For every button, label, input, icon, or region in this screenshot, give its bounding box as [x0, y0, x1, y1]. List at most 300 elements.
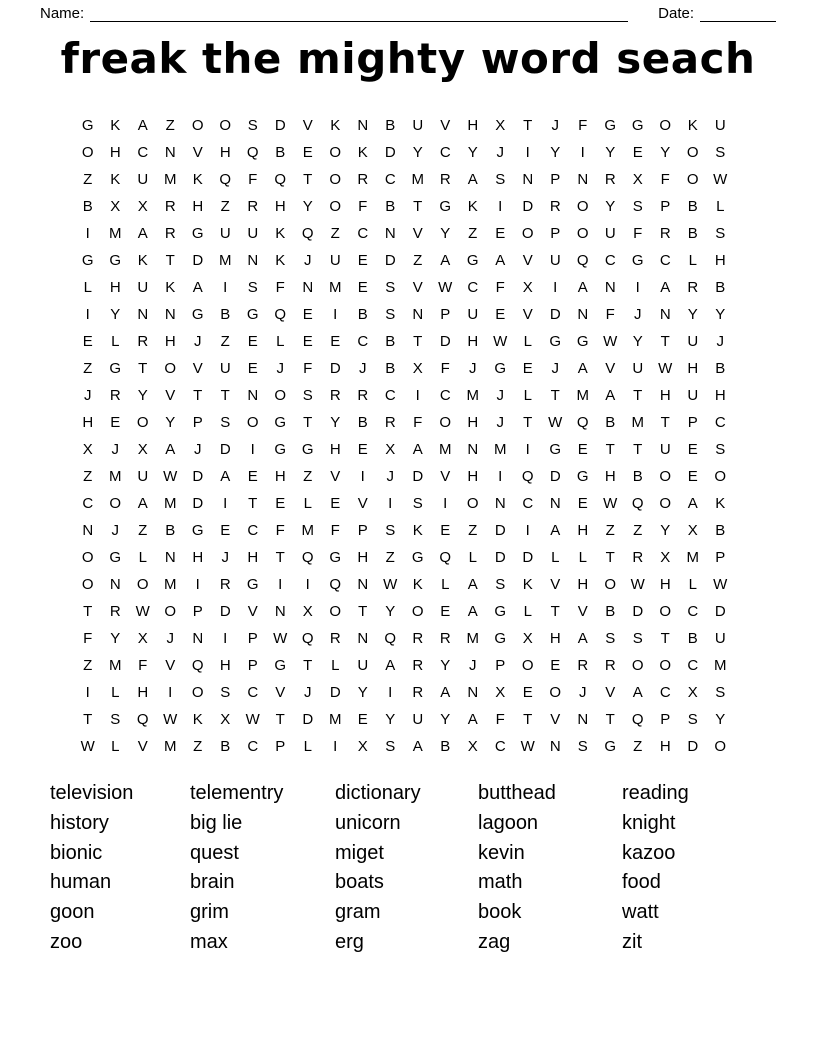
grid-cell-letter: W [245, 711, 260, 728]
grid-cell-letter: A [137, 225, 148, 242]
word-list-column [478, 779, 622, 958]
grid-row [74, 355, 734, 382]
grid-cell-letter: C [687, 603, 699, 620]
grid-row [74, 301, 734, 328]
grid-cell-letter: B [220, 738, 231, 755]
grid-cell-letter: G [246, 306, 259, 323]
grid-cell-letter: L [523, 387, 532, 404]
grid-cell-letter: A [192, 279, 203, 296]
grid-cell-letter: F [413, 414, 423, 431]
grid-cell-letter: V [577, 603, 588, 620]
grid-cell-letter: Y [440, 711, 451, 728]
grid-cell-letter: X [82, 441, 93, 458]
grid-cell-letter: H [109, 144, 121, 161]
grid-cell-letter: T [83, 603, 93, 620]
grid-cell-letter: G [191, 306, 204, 323]
grid-cell-letter: D [219, 603, 231, 620]
grid-cell-letter: H [577, 576, 589, 593]
word-list-column [622, 779, 689, 958]
grid-cell-letter: O [549, 684, 562, 701]
grid-cell-letter: G [576, 333, 589, 350]
grid-cell-letter: V [302, 117, 313, 134]
grid-cell-letter: D [302, 711, 314, 728]
grid-cell-letter: O [81, 549, 94, 566]
grid-cell-letter: Q [301, 630, 314, 647]
grid-cell-letter: I [223, 630, 228, 647]
date-blank-line [700, 6, 776, 22]
grid-cell-letter: D [494, 522, 506, 539]
grid-cell-letter: G [439, 198, 452, 215]
grid-cell-letter: V [275, 684, 286, 701]
grid-cell-letter: V [192, 360, 203, 377]
grid-cell-letter: S [715, 225, 726, 242]
grid-cell-letter: V [605, 360, 616, 377]
grid-cell-letter: D [192, 468, 204, 485]
grid-cell-letter: I [388, 495, 393, 512]
grid-cell-letter: M [219, 252, 232, 269]
grid-cell-letter: F [605, 306, 615, 323]
grid-cell-letter: O [164, 360, 177, 377]
grid-cell-letter: I [498, 468, 503, 485]
grid-cell-letter: K [330, 117, 341, 134]
grid-row [74, 652, 734, 679]
grid-cell-letter: A [467, 171, 478, 188]
grid-cell-letter: O [81, 576, 94, 593]
grid-cell-letter: X [110, 198, 121, 215]
grid-cell-letter: Z [220, 198, 230, 215]
grid-row [74, 112, 734, 139]
word-item: telementry [190, 782, 284, 804]
grid-cell-letter: U [137, 468, 149, 485]
grid-cell-letter: Y [385, 711, 396, 728]
grid-row [74, 571, 734, 598]
grid-cell-letter: F [248, 171, 258, 188]
title-container [0, 34, 816, 83]
grid-cell-letter: B [632, 468, 643, 485]
grid-cell-letter: G [604, 738, 617, 755]
grid-cell-letter: D [329, 684, 341, 701]
grid-cell-letter: T [83, 711, 93, 728]
grid-cell-letter: C [659, 252, 671, 269]
grid-cell-letter: O [631, 657, 644, 674]
grid-cell-letter: N [82, 522, 94, 539]
grid-cell-letter: G [274, 441, 287, 458]
grid-cell-letter: H [82, 414, 94, 431]
grid-cell-letter: H [192, 549, 204, 566]
grid-cell-letter: M [411, 171, 424, 188]
grid-cell-letter: T [523, 414, 533, 431]
grid-cell-letter: D [549, 306, 561, 323]
grid-cell-letter: X [467, 738, 478, 755]
grid-cell-letter: E [82, 333, 93, 350]
grid-cell-letter: O [329, 144, 342, 161]
grid-cell-letter: T [413, 333, 423, 350]
grid-cell-letter: I [525, 522, 530, 539]
grid-cell-letter: P [550, 225, 561, 242]
word-item: miget [335, 841, 384, 864]
grid-cell-letter: Z [330, 225, 340, 242]
grid-cell-letter: Q [301, 549, 314, 566]
grid-row [74, 274, 734, 301]
grid-cell-letter: B [715, 279, 726, 296]
grid-cell-letter: L [468, 549, 477, 566]
grid-cell-letter: A [412, 441, 423, 458]
grid-cell-letter: E [495, 306, 506, 323]
grid-cell-letter: O [136, 576, 149, 593]
grid-cell-letter: V [192, 144, 203, 161]
grid-cell-letter: X [412, 360, 423, 377]
grid-cell-letter: P [660, 198, 671, 215]
grid-cell-letter: Y [137, 387, 148, 404]
word-item: gram [335, 901, 381, 924]
grid-cell-letter: Y [605, 198, 616, 215]
grid-cell-letter: E [632, 144, 643, 161]
grid-cell-letter: T [605, 441, 615, 458]
grid-cell-letter: E [577, 495, 588, 512]
grid-cell-letter: E [247, 360, 258, 377]
word-item: lagoon [478, 811, 539, 834]
grid-cell-letter: M [109, 468, 122, 485]
grid-cell-letter: V [550, 576, 561, 593]
grid-cell-letter: R [412, 630, 424, 647]
grid-cell-letter: T [275, 549, 285, 566]
grid-cell-letter: U [467, 306, 479, 323]
grid-cell-letter: F [440, 360, 450, 377]
grid-cell-letter: U [632, 360, 644, 377]
grid-cell-letter: O [659, 468, 672, 485]
grid-row [74, 544, 734, 571]
grid-cell-letter: X [137, 630, 148, 647]
grid-cell-letter: N [604, 279, 616, 296]
grid-cell-letter: E [247, 468, 258, 485]
grid-cell-letter: D [384, 144, 396, 161]
grid-cell-letter: Y [412, 144, 423, 161]
grid-cell-letter: R [577, 657, 589, 674]
grid-cell-letter: O [521, 657, 534, 674]
grid-cell-letter: T [248, 495, 258, 512]
grid-cell-letter: U [329, 252, 341, 269]
word-item: math [478, 871, 523, 894]
grid-cell-letter: F [275, 279, 285, 296]
grid-cell-letter: G [549, 333, 562, 350]
grid-cell-letter: H [467, 333, 479, 350]
grid-cell-letter: G [494, 360, 507, 377]
grid-cell-letter: U [659, 441, 671, 458]
grid-row [74, 328, 734, 355]
grid-cell-letter: H [274, 198, 286, 215]
grid-cell-letter: D [192, 252, 204, 269]
grid-cell-letter: D [687, 738, 699, 755]
grid-cell-letter: R [329, 387, 341, 404]
word-item: big lie [190, 811, 243, 834]
grid-cell-letter: X [687, 522, 698, 539]
grid-cell-letter: U [247, 225, 259, 242]
grid-cell-letter: Z [83, 360, 93, 377]
word-item: zoo [50, 930, 83, 953]
page-title: freak the mighty word seach [60, 34, 756, 83]
grid-cell-letter: I [388, 684, 393, 701]
grid-cell-letter: N [384, 225, 396, 242]
grid-cell-letter: N [357, 576, 369, 593]
grid-cell-letter: M [329, 711, 342, 728]
grid-row [74, 490, 734, 517]
grid-cell-letter: M [494, 441, 507, 458]
grid-cell-letter: C [687, 657, 699, 674]
grid-cell-letter: T [220, 387, 230, 404]
grid-cell-letter: I [333, 306, 338, 323]
grid-cell-letter: T [165, 252, 175, 269]
grid-cell-letter: R [659, 225, 671, 242]
grid-row [74, 625, 734, 652]
grid-cell-letter: Z [165, 117, 175, 134]
grid-cell-letter: B [275, 144, 286, 161]
grid-cell-letter: N [659, 306, 671, 323]
grid-row [74, 166, 734, 193]
word-item: kazoo [622, 841, 676, 864]
grid-cell-letter: R [109, 603, 121, 620]
grid-cell-letter: P [440, 306, 451, 323]
grid-cell-letter: L [551, 549, 560, 566]
grid-cell-letter: C [384, 387, 396, 404]
grid-cell-letter: E [522, 360, 533, 377]
grid-cell-letter: A [440, 684, 451, 701]
grid-cell-letter: O [466, 495, 479, 512]
grid-cell-letter: U [137, 279, 149, 296]
grid-cell-letter: R [137, 333, 149, 350]
grid-cell-letter: Q [576, 414, 589, 431]
grid-cell-letter: D [522, 198, 534, 215]
grid-cell-letter: K [687, 117, 698, 134]
grid-cell-letter: J [111, 522, 119, 539]
grid-cell-letter: R [357, 171, 369, 188]
grid-cell-letter: V [165, 387, 176, 404]
grid-cell-letter: O [576, 198, 589, 215]
grid-cell-letter: B [357, 414, 368, 431]
grid-cell-letter: Y [687, 306, 698, 323]
grid-cell-letter: O [136, 414, 149, 431]
grid-cell-letter: M [686, 549, 699, 566]
grid-cell-letter: L [441, 576, 450, 593]
grid-cell-letter: A [165, 441, 176, 458]
grid-cell-letter: R [219, 576, 231, 593]
grid-cell-letter: X [137, 198, 148, 215]
grid-cell-letter: C [357, 333, 369, 350]
grid-cell-letter: G [191, 225, 204, 242]
grid-cell-letter: O [246, 414, 259, 431]
grid-cell-letter: M [164, 576, 177, 593]
grid-cell-letter: A [440, 252, 451, 269]
grid-cell-letter: A [577, 360, 588, 377]
grid-cell-letter: Q [274, 306, 287, 323]
grid-cell-letter: B [440, 738, 451, 755]
grid-cell-letter: M [109, 225, 122, 242]
grid-cell-letter: V [550, 711, 561, 728]
grid-cell-letter: C [467, 279, 479, 296]
word-list-column [190, 779, 335, 958]
grid-cell-letter: I [525, 441, 530, 458]
grid-cell-letter: F [83, 630, 93, 647]
grid-cell-letter: J [194, 333, 202, 350]
grid-cell-letter: N [549, 495, 561, 512]
grid-cell-letter: T [523, 711, 533, 728]
grid-cell-letter: G [494, 630, 507, 647]
grid-cell-letter: R [604, 171, 616, 188]
grid-cell-letter: I [635, 279, 640, 296]
grid-cell-letter: G [631, 117, 644, 134]
grid-cell-letter: N [357, 630, 369, 647]
grid-cell-letter: E [550, 657, 561, 674]
grid-cell-letter: I [443, 495, 448, 512]
grid-cell-letter: N [164, 144, 176, 161]
grid-cell-letter: G [274, 657, 287, 674]
grid-cell-letter: X [687, 684, 698, 701]
grid-cell-letter: F [330, 522, 340, 539]
grid-cell-letter: C [357, 225, 369, 242]
grid-cell-letter: H [714, 387, 726, 404]
grid-cell-letter: D [632, 603, 644, 620]
date-label: Date: [658, 5, 694, 22]
grid-cell-letter: B [165, 522, 176, 539]
grid-cell-letter: E [302, 333, 313, 350]
grid-cell-letter: U [219, 225, 231, 242]
grid-cell-letter: K [275, 252, 286, 269]
grid-cell-letter: X [385, 441, 396, 458]
grid-cell-letter: Z [83, 468, 93, 485]
grid-cell-letter: K [110, 171, 121, 188]
grid-cell-letter: J [84, 387, 92, 404]
word-item: butthead [478, 782, 556, 804]
grid-cell-letter: R [687, 279, 699, 296]
grid-cell-letter: F [138, 657, 148, 674]
grid-cell-letter: J [304, 684, 312, 701]
grid-cell-letter: R [164, 225, 176, 242]
grid-cell-letter: N [412, 306, 424, 323]
grid-cell-letter: B [82, 198, 93, 215]
grid-cell-letter: A [467, 711, 478, 728]
grid-cell-letter: F [303, 360, 313, 377]
word-item: zag [478, 930, 511, 953]
grid-cell-letter: L [688, 576, 697, 593]
grid-cell-letter: O [686, 171, 699, 188]
grid-cell-letter: N [467, 684, 479, 701]
grid-cell-letter: W [493, 333, 508, 350]
grid-row [74, 247, 734, 274]
word-list-column [335, 779, 478, 958]
grid-cell-letter: L [111, 738, 120, 755]
grid-cell-letter: T [660, 630, 670, 647]
grid-cell-letter: H [219, 144, 231, 161]
grid-cell-letter: B [687, 198, 698, 215]
grid-cell-letter: T [275, 711, 285, 728]
grid-cell-letter: V [412, 279, 423, 296]
name-label: Name: [40, 5, 85, 22]
grid-cell-letter: W [438, 279, 453, 296]
grid-cell-letter: G [576, 468, 589, 485]
grid-cell-letter: W [163, 711, 178, 728]
grid-cell-letter: J [496, 144, 504, 161]
grid-cell-letter: Q [384, 630, 397, 647]
grid-cell-letter: A [137, 495, 148, 512]
grid-cell-letter: X [357, 738, 368, 755]
grid-cell-letter: R [632, 549, 644, 566]
grid-cell-letter: D [549, 468, 561, 485]
grid-cell-letter: N [302, 279, 314, 296]
grid-cell-letter: S [220, 414, 231, 431]
grid-cell-letter: U [714, 117, 726, 134]
grid-cell-letter: T [523, 117, 533, 134]
grid-cell-letter: E [687, 468, 698, 485]
grid-cell-letter: Z [138, 522, 148, 539]
grid-cell-letter: A [220, 468, 231, 485]
grid-cell-letter: R [412, 657, 424, 674]
grid-cell-letter: S [110, 711, 121, 728]
grid-cell-letter: F [660, 171, 670, 188]
grid-cell-letter: G [301, 441, 314, 458]
grid-cell-letter: H [137, 684, 149, 701]
grid-cell-letter: H [714, 252, 726, 269]
grid-cell-letter: M [576, 387, 589, 404]
grid-cell-letter: N [274, 603, 286, 620]
grid-cell-letter: C [714, 414, 726, 431]
grid-row [74, 733, 734, 760]
grid-cell-letter: D [439, 333, 451, 350]
grid-cell-letter: Y [550, 144, 561, 161]
grid-cell-letter: W [713, 576, 728, 593]
grid-cell-letter: Q [521, 468, 534, 485]
grid-cell-letter: H [247, 549, 259, 566]
grid-cell-letter: R [357, 387, 369, 404]
grid-cell-letter: I [223, 495, 228, 512]
grid-cell-letter: B [220, 306, 231, 323]
grid-cell-letter: S [577, 738, 588, 755]
word-item: dictionary [335, 782, 421, 804]
grid-cell-letter: H [329, 441, 341, 458]
grid-cell-letter: W [603, 333, 618, 350]
grid-cell-letter: A [577, 279, 588, 296]
grid-cell-letter: M [109, 657, 122, 674]
grid-cell-letter: Q [329, 576, 342, 593]
word-item: history [50, 811, 109, 834]
grid-cell-letter: Y [440, 225, 451, 242]
grid-cell-letter: A [632, 684, 643, 701]
grid-cell-letter: D [384, 252, 396, 269]
word-item: unicorn [335, 811, 401, 834]
grid-cell-letter: C [247, 522, 259, 539]
grid-cell-letter: K [165, 279, 176, 296]
grid-cell-letter: R [329, 630, 341, 647]
grid-cell-letter: T [193, 387, 203, 404]
grid-cell-letter: G [246, 576, 259, 593]
grid-cell-letter: Y [715, 711, 726, 728]
grid-cell-letter: Q [576, 252, 589, 269]
grid-cell-letter: E [440, 603, 451, 620]
grid-cell-letter: L [111, 333, 120, 350]
grid-cell-letter: P [247, 657, 258, 674]
grid-cell-letter: Y [165, 414, 176, 431]
grid-cell-letter: M [164, 495, 177, 512]
grid-cell-letter: E [357, 441, 368, 458]
grid-cell-letter: U [687, 387, 699, 404]
grid-cell-letter: A [605, 387, 616, 404]
grid-cell-letter: F [495, 711, 505, 728]
grid-cell-letter: Z [633, 522, 643, 539]
grid-cell-letter: T [138, 360, 148, 377]
grid-cell-letter: T [633, 441, 643, 458]
grid-cell-letter: E [577, 441, 588, 458]
grid-cell-letter: C [604, 252, 616, 269]
grid-cell-letter: W [548, 414, 563, 431]
grid-cell-letter: I [85, 684, 90, 701]
